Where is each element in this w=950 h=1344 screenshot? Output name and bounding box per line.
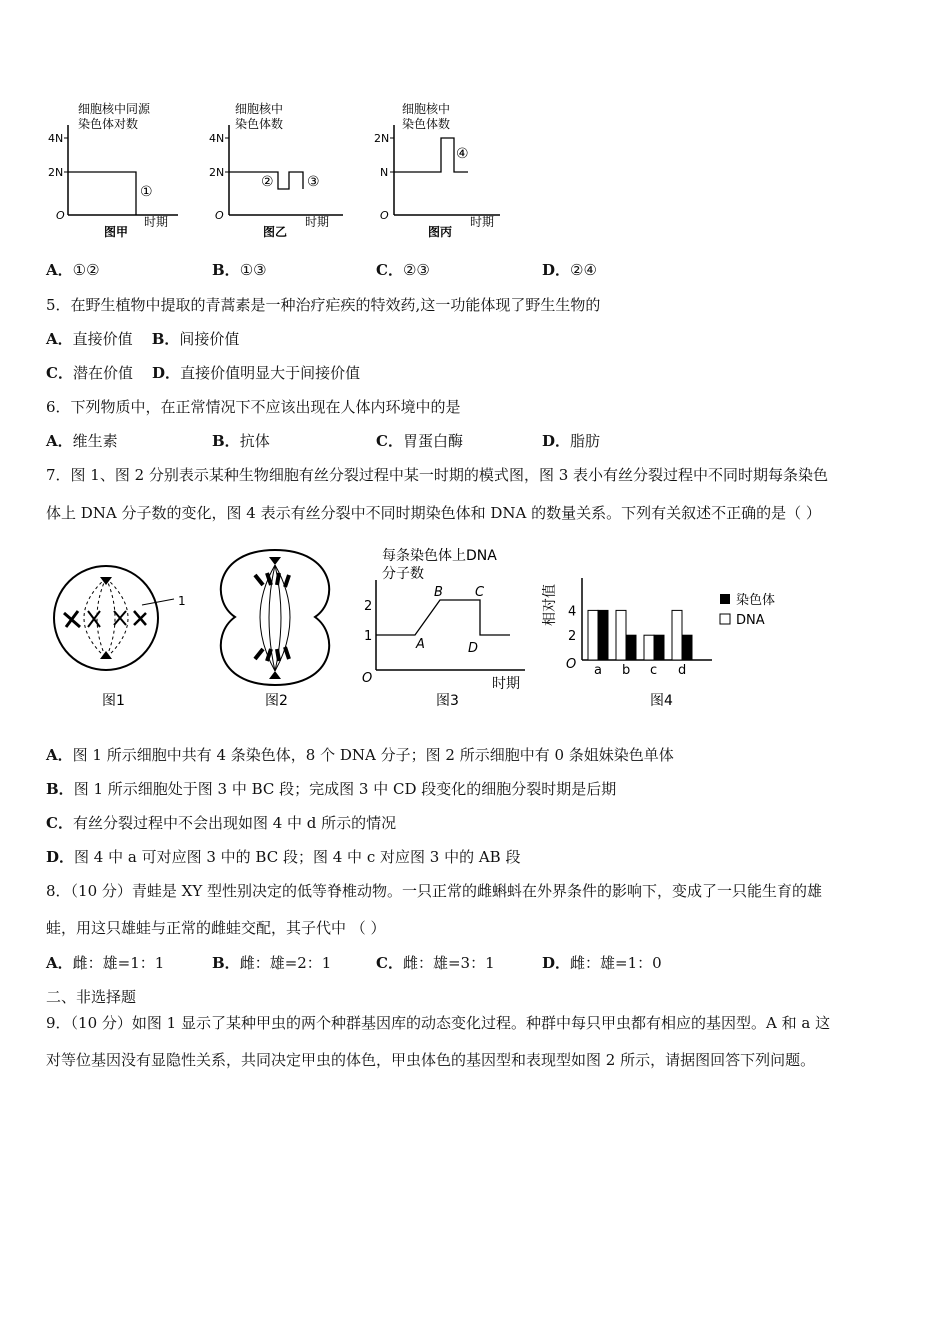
option-key: B． (212, 432, 240, 450)
option-text: ①③ (239, 261, 267, 279)
option-key: D． (542, 432, 571, 450)
option-key: A． (46, 432, 73, 450)
q4-option-c[interactable] (376, 260, 430, 280)
fig3-pt-a: A (416, 637, 425, 652)
bing-ytick-top: 2N (374, 132, 390, 145)
q7-fig1-cell (42, 555, 197, 715)
jia-ylabel-2: 染色体对数 (78, 117, 139, 131)
fig4-legend-swatch-dna (720, 614, 730, 624)
bing-origin: O (380, 209, 389, 222)
yi-marker-a: ② (261, 174, 274, 190)
option-key: C． (46, 814, 73, 832)
bing-marker: ④ (456, 146, 469, 162)
yi-xlabel: 时期 (305, 215, 330, 229)
q8-option-c[interactable] (376, 953, 495, 973)
fig3-ytick-2: 2 (364, 599, 373, 614)
fig4-caption: 图4 (650, 693, 673, 709)
q5-stem: 5．在野生植物中提取的青蒿素是一种治疗疟疾的特效药,这一功能体现了野生生物的 (46, 296, 601, 314)
fig4-category-label: c (650, 663, 658, 678)
bing-xlabel: 时期 (470, 215, 495, 229)
fig3-xlabel: 时期 (492, 676, 520, 692)
fig4-bar-chromosome (672, 610, 682, 660)
option-text: ②③ (402, 261, 430, 279)
option-key: C． (376, 432, 403, 450)
jia-marker: ① (140, 184, 153, 200)
option-key: A． (46, 954, 73, 972)
q8-option-a[interactable] (46, 953, 164, 973)
q6-option-a[interactable] (46, 431, 118, 451)
q5-options-line2 (46, 363, 360, 383)
fig4-origin: O (566, 657, 577, 672)
bing-ytick-mid: N (380, 166, 389, 179)
option-key: B． (151, 330, 180, 348)
yi-ylabel-2: 染色体数 (235, 117, 284, 131)
jia-origin: O (56, 209, 65, 222)
q9-stem-2: 对等位基因没有显隐性关系，共同决定甲虫的体色，甲虫体色的基因型和表现型如图 2 所示，请据图回答下列问题。 (46, 1051, 816, 1069)
option-text: ①② (72, 261, 100, 279)
q6-option-b[interactable] (212, 431, 270, 451)
option-key: B． (212, 954, 240, 972)
fig4-category-label: b (622, 663, 631, 678)
fig4-legend-dna: DNA (736, 613, 765, 628)
fig4-legend-chromosome: 染色体 (736, 593, 776, 608)
q5-option-a[interactable] (46, 330, 133, 348)
option-key: D． (542, 261, 571, 279)
q4-graph-bing (370, 95, 520, 245)
fig4-ytick-label: 4 (568, 604, 577, 620)
fig4-legend-swatch-chromosome (720, 594, 730, 604)
fig4-bar-dna (682, 635, 692, 660)
q4-option-d[interactable] (542, 260, 597, 280)
q6-option-d[interactable] (542, 431, 600, 451)
yi-marker-b: ③ (307, 174, 320, 190)
fig3-curve (376, 600, 510, 635)
jia-ytick-mid: 2N (48, 166, 64, 179)
fig4-bar-chromosome (616, 610, 626, 660)
option-text: 雌：雄=1：0 (570, 954, 662, 972)
fig2-caption: 图2 (265, 693, 288, 709)
option-text: 维生素 (72, 432, 118, 450)
option-key: B． (212, 261, 240, 279)
fig1-caption: 图1 (102, 693, 125, 709)
option-key: D． (152, 364, 181, 382)
fig3-pt-b: B (434, 585, 443, 600)
q4-graph-jia (40, 95, 190, 245)
option-text: 直接价值 (72, 330, 133, 348)
fig4-bar-dna (626, 635, 636, 660)
q7-stem-1: 7．图 1、图 2 分别表示某种生物细胞有丝分裂过程中某一时期的模式图，图 3 表小有丝分裂过程中不同时期每条染色 (46, 466, 829, 484)
option-key: A． (46, 261, 73, 279)
option-text: ②④ (570, 261, 597, 279)
option-text: 有丝分裂过程中不会出现如图 4 中 d 所示的情况 (72, 814, 397, 832)
fig4-bar-dna (654, 635, 664, 660)
q7-option-b[interactable] (46, 779, 616, 799)
fig3-ytick-1: 1 (364, 629, 373, 644)
q7-option-d[interactable] (46, 847, 520, 867)
option-text: 抗体 (239, 432, 270, 450)
yi-ylabel-1: 细胞核中 (235, 102, 284, 116)
q8-stem-2: 蛙，用这只雄蛙与正常的雌蛙交配，其子代中 （ ） (46, 919, 386, 937)
fig4-bar-chromosome (644, 635, 654, 660)
option-key: C． (376, 954, 403, 972)
section-title: 二、非选择题 (46, 988, 137, 1006)
option-text: 胃蛋白酶 (402, 432, 463, 450)
option-text: 雌：雄=1：1 (72, 954, 165, 972)
jia-xlabel: 时期 (144, 215, 169, 229)
fig3-origin: O (362, 671, 373, 686)
q7-fig4-chart (540, 560, 810, 715)
fig4-ylabel: 相对值 (542, 584, 558, 626)
q4-option-a[interactable] (46, 260, 100, 280)
option-key: C． (376, 261, 403, 279)
bing-ylabel-1: 细胞核中 (402, 102, 451, 116)
option-text: 脂肪 (570, 432, 601, 450)
jia-curve (68, 172, 136, 215)
option-text: 图 4 中 a 可对应图 3 中的 BC 段；图 4 中 c 对应图 3 中的 AB 段 (74, 848, 521, 866)
option-text: 间接价值 (179, 330, 240, 348)
q7-stem-2: 体上 DNA 分子数的变化，图 4 表示有丝分裂中不同时期染色体和 DNA 的数量关系。下列有关叙述不正确的是（ ） (46, 504, 821, 522)
q4-graph-yi (205, 95, 355, 245)
q9-stem-1: 9．（10 分）如图 1 显示了某种甲虫的两个种群基因库的动态变化过程。种群中每只甲虫都有相应的基因型。A 和 a 这 (46, 1014, 831, 1032)
option-text: 雌：雄=3：1 (402, 954, 495, 972)
jia-ylabel-1: 细胞核中同源 (78, 102, 151, 116)
q4-option-b[interactable] (212, 260, 267, 280)
option-text: 直接价值明显大于间接价值 (180, 364, 361, 382)
fig4-ytick-label: 2 (568, 629, 577, 645)
jia-ytick-top: 4N (48, 132, 64, 145)
q7-fig3-graph (360, 540, 540, 715)
fig3-pt-c: C (475, 585, 485, 600)
fig3-ylabel-1: 每条染色体上DNA (382, 548, 497, 564)
q6-stem: 6．下列物质中，在正常情况下不应该出现在人体内环境中的是 (46, 398, 461, 416)
fig3-ylabel-2: 分子数 (382, 566, 424, 582)
yi-ytick-mid: 2N (209, 166, 225, 179)
yi-origin: O (215, 209, 224, 222)
fig3-caption: 图3 (436, 693, 459, 709)
q6-option-c[interactable] (376, 431, 463, 451)
option-key: D． (46, 848, 75, 866)
q8-option-d[interactable] (542, 953, 662, 973)
fig4-category-label: d (678, 663, 687, 678)
option-text: 潜在价值 (72, 364, 133, 382)
yi-caption: 图乙 (263, 225, 288, 239)
option-key: B． (46, 780, 74, 798)
fig4-bar-chromosome (588, 610, 598, 660)
option-key: A． (46, 746, 73, 764)
option-key: A． (46, 330, 73, 348)
jia-caption: 图甲 (104, 225, 129, 239)
q5-option-c[interactable] (46, 364, 133, 382)
q8-option-b[interactable] (212, 953, 331, 973)
bing-ylabel-2: 染色体数 (402, 117, 451, 131)
fig4-bar-dna (598, 610, 608, 660)
bing-caption: 图丙 (428, 225, 453, 239)
option-key: C． (46, 364, 73, 382)
q7-option-a[interactable] (46, 745, 674, 765)
q7-fig2-cell (215, 545, 345, 715)
q5-option-b[interactable] (152, 330, 240, 348)
fig4-category-label: a (594, 663, 602, 678)
option-text: 雌：雄=2：1 (239, 954, 332, 972)
q8-stem-1: 8．（10 分）青蛙是 XY 型性别决定的低等脊椎动物。一只正常的雌蝌蚪在外界条件的影响下，变成了一只能生育的雄 (46, 882, 823, 900)
option-text: 图 1 所示细胞中共有 4 条染色体，8 个 DNA 分子；图 2 所示细胞中有 0 条姐妹染色单体 (72, 746, 674, 764)
option-text: 图 1 所示细胞处于图 3 中 BC 段；完成图 3 中 CD 段变化的细胞分裂时期是后期 (73, 780, 617, 798)
fig1-label: 1 (178, 594, 186, 608)
q5-options-line1 (46, 329, 239, 349)
q5-option-d[interactable] (152, 364, 360, 382)
yi-ytick-top: 4N (209, 132, 225, 145)
option-key: D． (542, 954, 571, 972)
q7-option-c[interactable] (46, 813, 396, 833)
fig3-pt-d: D (468, 641, 479, 656)
